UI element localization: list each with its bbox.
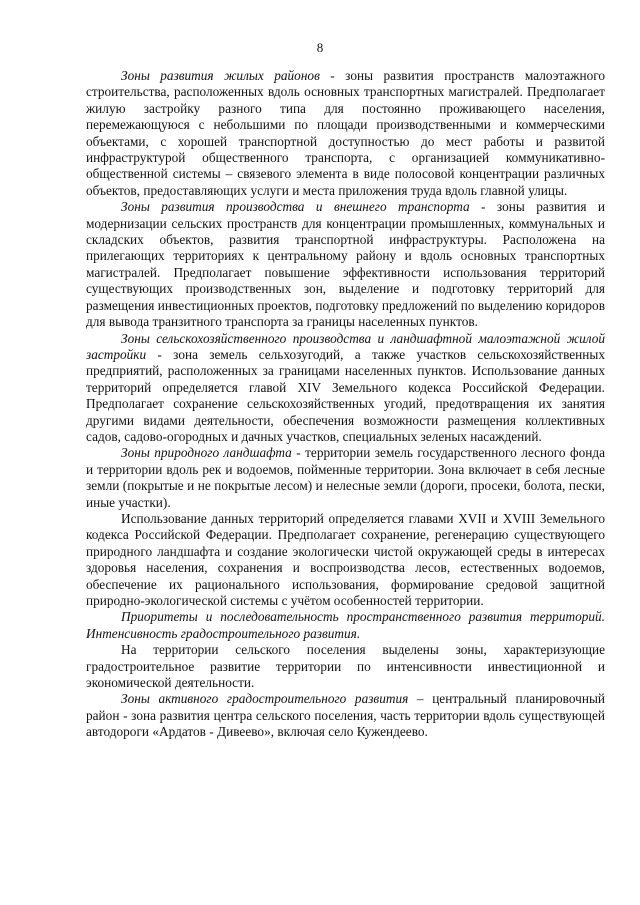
paragraph-land-use xyxy=(86,511,605,609)
paragraph-term: Зоны сельскохозяйственного производства и ландшафтной малоэтажной жилой застройки xyxy=(86,330,605,362)
section-heading-text: Приоритеты и последовательность пространственного развития территорий. Интенсивность градостроительного развития. xyxy=(86,609,605,641)
paragraph-residential-zones xyxy=(86,68,605,199)
page-number: 8 xyxy=(316,40,324,55)
paragraph-term: Зоны развития жилых районов xyxy=(121,68,320,83)
paragraph-term: Зоны природного ландшафта xyxy=(121,445,292,461)
paragraph-zone-intensity xyxy=(86,642,605,691)
paragraph-term: Зоны развития производства и внешнего транспорта xyxy=(121,199,470,215)
paragraph-active-development-zones xyxy=(86,691,605,740)
paragraph-text: – центральный планировочный район - зона развития центра сельского поселения, часть территории вдоль существующей автодороги «Ардатов - Дивеево», включая село Кужендеево. xyxy=(86,691,605,740)
paragraph-agricultural-zones xyxy=(86,331,605,446)
paragraph-natural-landscape-zones xyxy=(86,445,605,511)
document-body xyxy=(86,68,605,741)
paragraph-text: На территории сельского поселения выделены зоны, характеризующие градостроительное развитие территории по интенсивности инвестиционной и экономической деятельности. xyxy=(86,642,605,691)
paragraph-text: - зоны развития пространств малоэтажного строительства, расположенных вдоль основных транспортных магистралей. Предполагает жилую застройку разного типа для постоянно проживающего населения, перемежающуюся с небольшими по площади производственными и коммерческими объектами, с хорошей транспортной доступностью до мест работы и развитой инфраструктурой общественного транспорта, с организацией коммуникативно-общественной системы – связевого элемента в виде полосовой концентрации различных объектов, предоставляющих услуги и места приложения труда вдоль главной улицы. xyxy=(86,68,606,198)
paragraph-text: Использование данных территорий определяется главами XVII и XVIII Земельного кодекса Российской Федерации. Предполагает сохранение, регенерацию существующего природного ландшафта и создание экологически чистой окружающей среды в интересах здоровья населения, сохранения и воспроизводства лесов, естественных водоемов, обеспечение их рационального использования, формирование средовой защитной природно-экологической системы с учётом особенностей территории. xyxy=(86,510,605,608)
paragraph-text: - зоны развития и модернизации сельских пространств для концентрации промышленных, коммунальных и складских объектов, развития транспортной инфраструктуры. Расположена на прилегающих территориях к центральному району и вдоль основных транспортных магистралей. Предполагает повышение эффективности использования территорий существующих производственных зон, выделение и подготовку территорий для размещения инвестиционных проектов, подготовку предложений по выделению коридоров для вывода транзитного транспорта за границы населенных пунктов. xyxy=(86,199,605,330)
section-heading-priorities xyxy=(86,609,605,642)
paragraph-text: - зона земель сельхозугодий, а также участков сельскохозяйственных предприятий, расположенных за границами населенных пунктов. Использование данных территорий определяется главой XIV Земельного кодекса Российской Федерации. Предполагает сохранение сельскохозяйственных угодий, предотвращения их занятия другими видами деятельности, обеспечения возможности размещения коллективных садов, садово-огородных и дачных участков, специальных зеленых насаждений. xyxy=(86,346,605,444)
paragraph-term: Зоны активного градостроительного развития xyxy=(121,691,409,707)
paragraph-production-zones xyxy=(86,199,605,330)
paragraph-text: - территории земель государственного лесного фонда и территории вдоль рек и водоемов, пойменные территории. Зона включает в себя лесные земли (покрытые и не покрытые лесом) и нелесные земли (дороги, просеки, болота, пески, иные участки). xyxy=(86,445,606,510)
